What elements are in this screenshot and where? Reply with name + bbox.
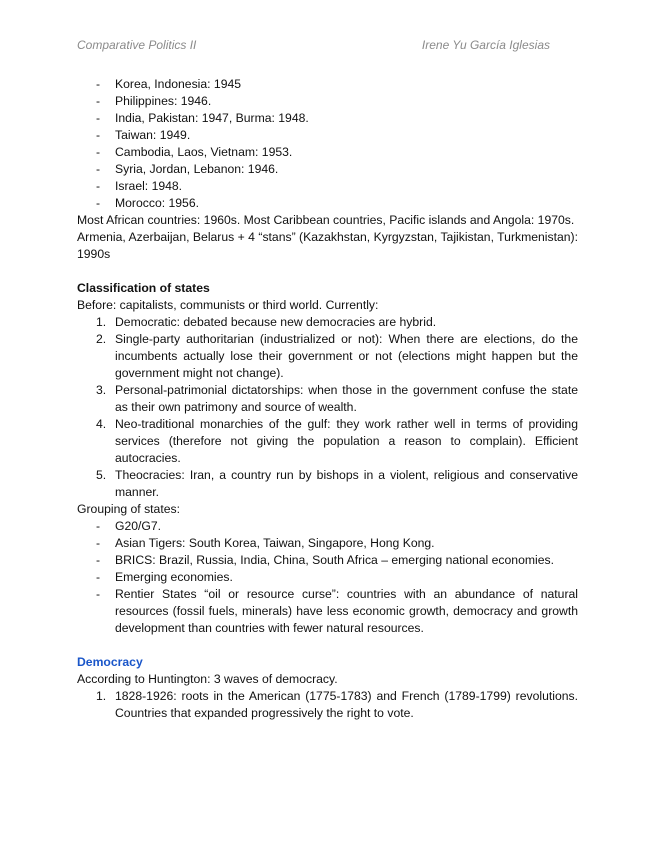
paragraph-africa: Most African countries: 1960s. Most Caribbean countries, Pacific islands and Angola: 1970s. [77,213,575,227]
list-item: 3. Personal-patrimonial dictatorships: when those in the government confuse the state as their own patrimony and source of wealth. [96,383,578,414]
document-body [77,76,578,722]
democracy-intro: According to Huntington: 3 waves of democracy. [77,672,338,686]
list-item: - Morocco: 1956. [96,196,200,210]
list-item: - Emerging economies. [96,570,233,584]
list-item: - G20/G7. [96,519,162,533]
list-item: 1. Democratic: debated because new democracies are hybrid. [96,315,437,329]
list-item: - India, Pakistan: 1947, Burma: 1948. [96,111,309,125]
list-item: - Cambodia, Laos, Vietnam: 1953. [96,145,293,159]
header-course-title: Comparative Politics II [77,38,197,52]
classification-intro: Before: capitalists, communists or third world. Currently: [77,298,379,312]
header-author: Irene Yu García Iglesias [421,38,550,52]
section-heading-democracy: Democracy [77,655,143,669]
democracy-waves-list [77,688,578,722]
list-item: 5. Theocracies: Iran, a country run by bishops in a violent, religious and conservative manner. [96,468,578,499]
list-item: 1. 1828-1926: roots in the American (1775-1783) and French (1789-1799) revolutions. Countries that expanded progressively the right to vote. [96,689,578,720]
list-item: - Asian Tigers: South Korea, Taiwan, Singapore, Hong Kong. [96,536,435,550]
list-item: 4. Neo-traditional monarchies of the gulf: they work rather well in terms of providing services (therefore not giving the population a reason to complain). Efficient autocracies. [96,417,578,465]
list-item: - Israel: 1948. [96,179,183,193]
classification-list [77,314,578,501]
page-header [77,38,577,54]
section-heading-classification: Classification of states [77,281,210,295]
list-item: - Philippines: 1946. [96,94,212,108]
decolonization-list [77,76,578,212]
list-item: - Syria, Jordan, Lebanon: 1946. [96,162,279,176]
list-item: 2. Single-party authoritarian (industrialized or not): When there are elections, do the incumbents actually lose their government or not (elections might happen but the government might not change). [96,332,578,380]
list-item: - BRICS: Brazil, Russia, India, China, South Africa – emerging national economies. [96,553,554,567]
list-item: - Korea, Indonesia: 1945 [96,77,242,91]
grouping-list [77,518,578,637]
grouping-intro: Grouping of states: [77,502,180,516]
paragraph-post-soviet: Armenia, Azerbaijan, Belarus + 4 “stans” (Kazakhstan, Kyrgyzstan, Tajikistan, Turkmenistan): 1990s [77,230,578,261]
list-item: - Rentier States “oil or resource curse”: countries with an abundance of natural resources (fossil fuels, minerals) have less economic growth, democracy and growth development than countries with fewer natural resources. [96,587,578,635]
list-item: - Taiwan: 1949. [96,128,191,142]
